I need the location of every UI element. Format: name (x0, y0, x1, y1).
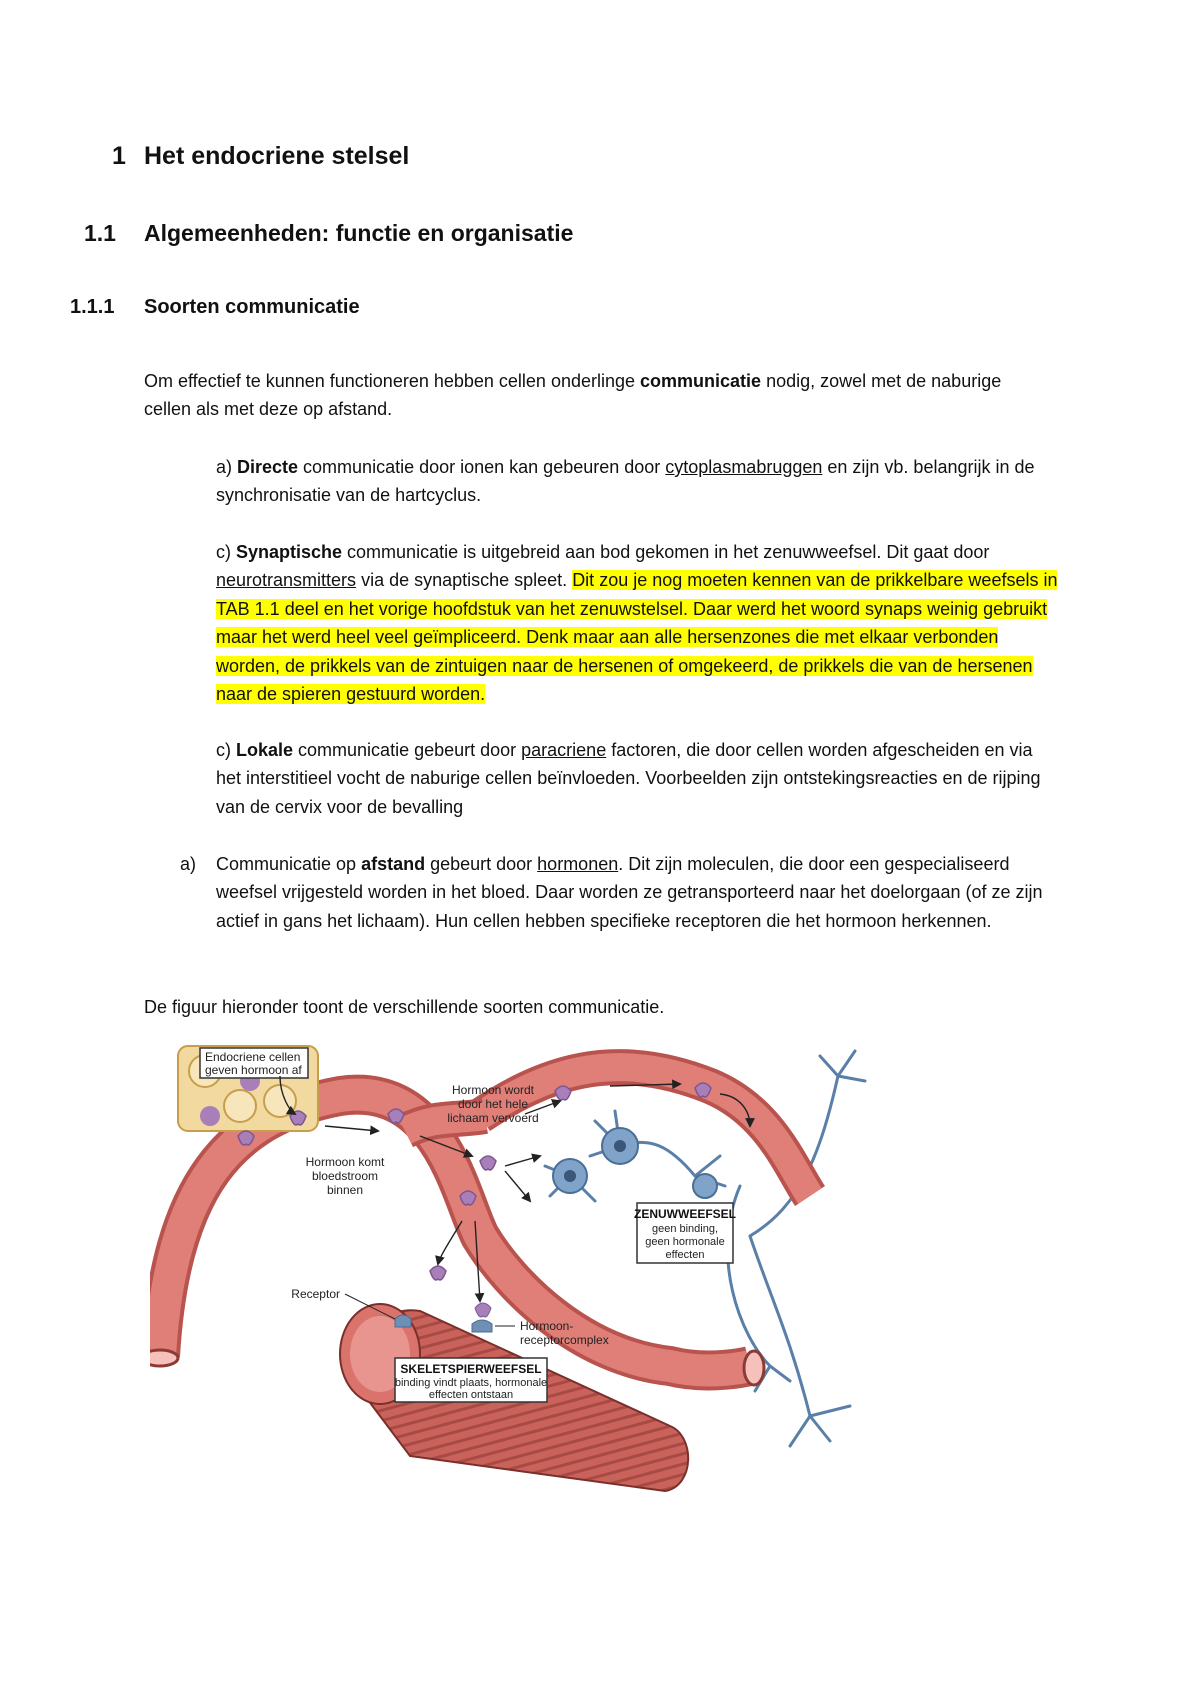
afstand-underline: hormonen (537, 854, 619, 874)
lokale-text-2: factoren, die door cellen worden afgescheiden en via het interstitieel vocht de naburige cellen beïnvloeden. Voorbeelden zijn ontstekingsreacties en de rijping van de cervix voor de bevalling (216, 740, 1041, 817)
paragraph-lokale (216, 736, 1046, 821)
synaptische-bold: Synaptische (236, 542, 343, 562)
heading-1-text: Het endocriene stelsel (144, 142, 410, 170)
heading-2-number: 1.1 (84, 220, 116, 246)
heading-3-number: 1.1.1 (70, 296, 115, 318)
nerve-label-3: effecten (665, 1249, 705, 1261)
paragraph-synaptische (216, 538, 1066, 708)
directe-underline: cytoplasmabruggen (665, 457, 823, 477)
afstand-text-3: . Dit zijn moleculen, die door een gespecialiseerd weefsel vrijgesteld worden in het bloed. Daar worden ze getransporteerd naar het doelorgaan (of ze zijn actief in gans het lichaam). Hun cellen hebben specifieke receptoren die het hormoon herkennen. (216, 854, 1043, 931)
lokale-prefix: c) (216, 740, 236, 760)
nerve-cell-bodies (553, 1128, 717, 1198)
transport-label-3: lichaam vervoerd (447, 1111, 539, 1125)
enter-label-3: binnen (326, 1183, 364, 1197)
intro-text-2: nodig, zowel met de naburige cellen als met deze op afstand. (144, 371, 1002, 420)
muscle-label-1: binding vindt plaats, hormonale (394, 1377, 548, 1389)
synaptische-prefix: c) (216, 542, 236, 562)
afstand-bold: afstand (361, 854, 426, 874)
heading-2-text: Algemeenheden: functie en organisatie (144, 220, 574, 246)
heading-2 (84, 220, 573, 247)
communication-figure (150, 1036, 900, 1496)
intro-bold: communicatie (640, 371, 762, 391)
muscle-label-2: effecten ontstaan (428, 1389, 514, 1401)
list-marker-a: a) (180, 854, 197, 874)
nerve-title: ZENUWWEEFSEL (634, 1207, 736, 1221)
nerve-label-box (634, 1203, 736, 1263)
heading-3-text: Soorten communicatie (144, 296, 360, 318)
transport-label-2: door het hele (457, 1097, 529, 1111)
enter-label-1: Hormoon komt (305, 1155, 385, 1169)
synaptische-text-1: communicatie is uitgebreid aan bod gekomen in het zenuwweefsel. Dit gaat door (342, 542, 990, 562)
muscle-title: SKELETSPIERWEEFSEL (400, 1362, 542, 1376)
endocrine-label-1: Endocriene cellen (205, 1050, 301, 1064)
heading-1 (112, 142, 409, 171)
afstand-text-1: Communicatie op (216, 854, 362, 874)
afstand-text-2: gebeurt door (425, 854, 538, 874)
communication-figure-svg (150, 1036, 900, 1496)
synaptische-underline: neurotransmitters (216, 570, 357, 591)
enter-label-2: bloedstroom (311, 1169, 379, 1183)
heading-3 (70, 296, 360, 319)
lokale-underline: paracriene (521, 740, 607, 760)
endocrine-label-2: geven hormoon af (205, 1063, 302, 1077)
intro-text-1: Om effectief te kunnen functioneren hebben cellen onderlinge (144, 371, 641, 391)
figure-caption: De figuur hieronder toont de verschillende soorten communicatie. (144, 997, 665, 1017)
transport-label-1: Hormoon wordt (451, 1083, 535, 1097)
lokale-text-1: communicatie gebeurt door (293, 740, 522, 760)
lokale-bold: Lokale (236, 740, 294, 760)
directe-text-2: en zijn vb. belangrijk in de synchronisatie van de hartcyclus. (216, 457, 1035, 506)
directe-text-1: communicatie door ionen kan gebeuren door (298, 457, 666, 477)
intro-paragraph (144, 367, 1044, 424)
nerve-label-2: geen hormonale (645, 1236, 725, 1248)
receptor-label: Receptor (291, 1287, 340, 1301)
heading-1-number: 1 (112, 142, 126, 170)
paragraph-afstand (216, 850, 1066, 935)
muscle-label-box (395, 1358, 547, 1402)
directe-bold: Directe (237, 457, 299, 477)
paragraph-directe (216, 453, 1046, 510)
directe-prefix: a) (216, 457, 238, 477)
synaptische-highlight: Dit zou je nog moeten kennen van de prikkelbare weefsels in TAB 1.1 deel en het vorige hoofdstuk van het zenuwstelsel. Daar werd het woord synaps weinig gebruikt maar het werd heel veel geïmpliceerd. Denk maar aan alle hersenzones die met elkaar verbonden worden, de prikkels van de zintuigen naar de hersenen of omgekeerd, de prikkels die van de hersenen naar de spieren gestuurd worden. (216, 570, 1058, 705)
nerve-label-1: geen binding, (651, 1223, 719, 1235)
complex-label-2: receptorcomplex (520, 1333, 609, 1347)
synaptische-text-2: via de synaptische spleet. (356, 570, 573, 591)
complex-label-1: Hormoon- (520, 1319, 574, 1333)
